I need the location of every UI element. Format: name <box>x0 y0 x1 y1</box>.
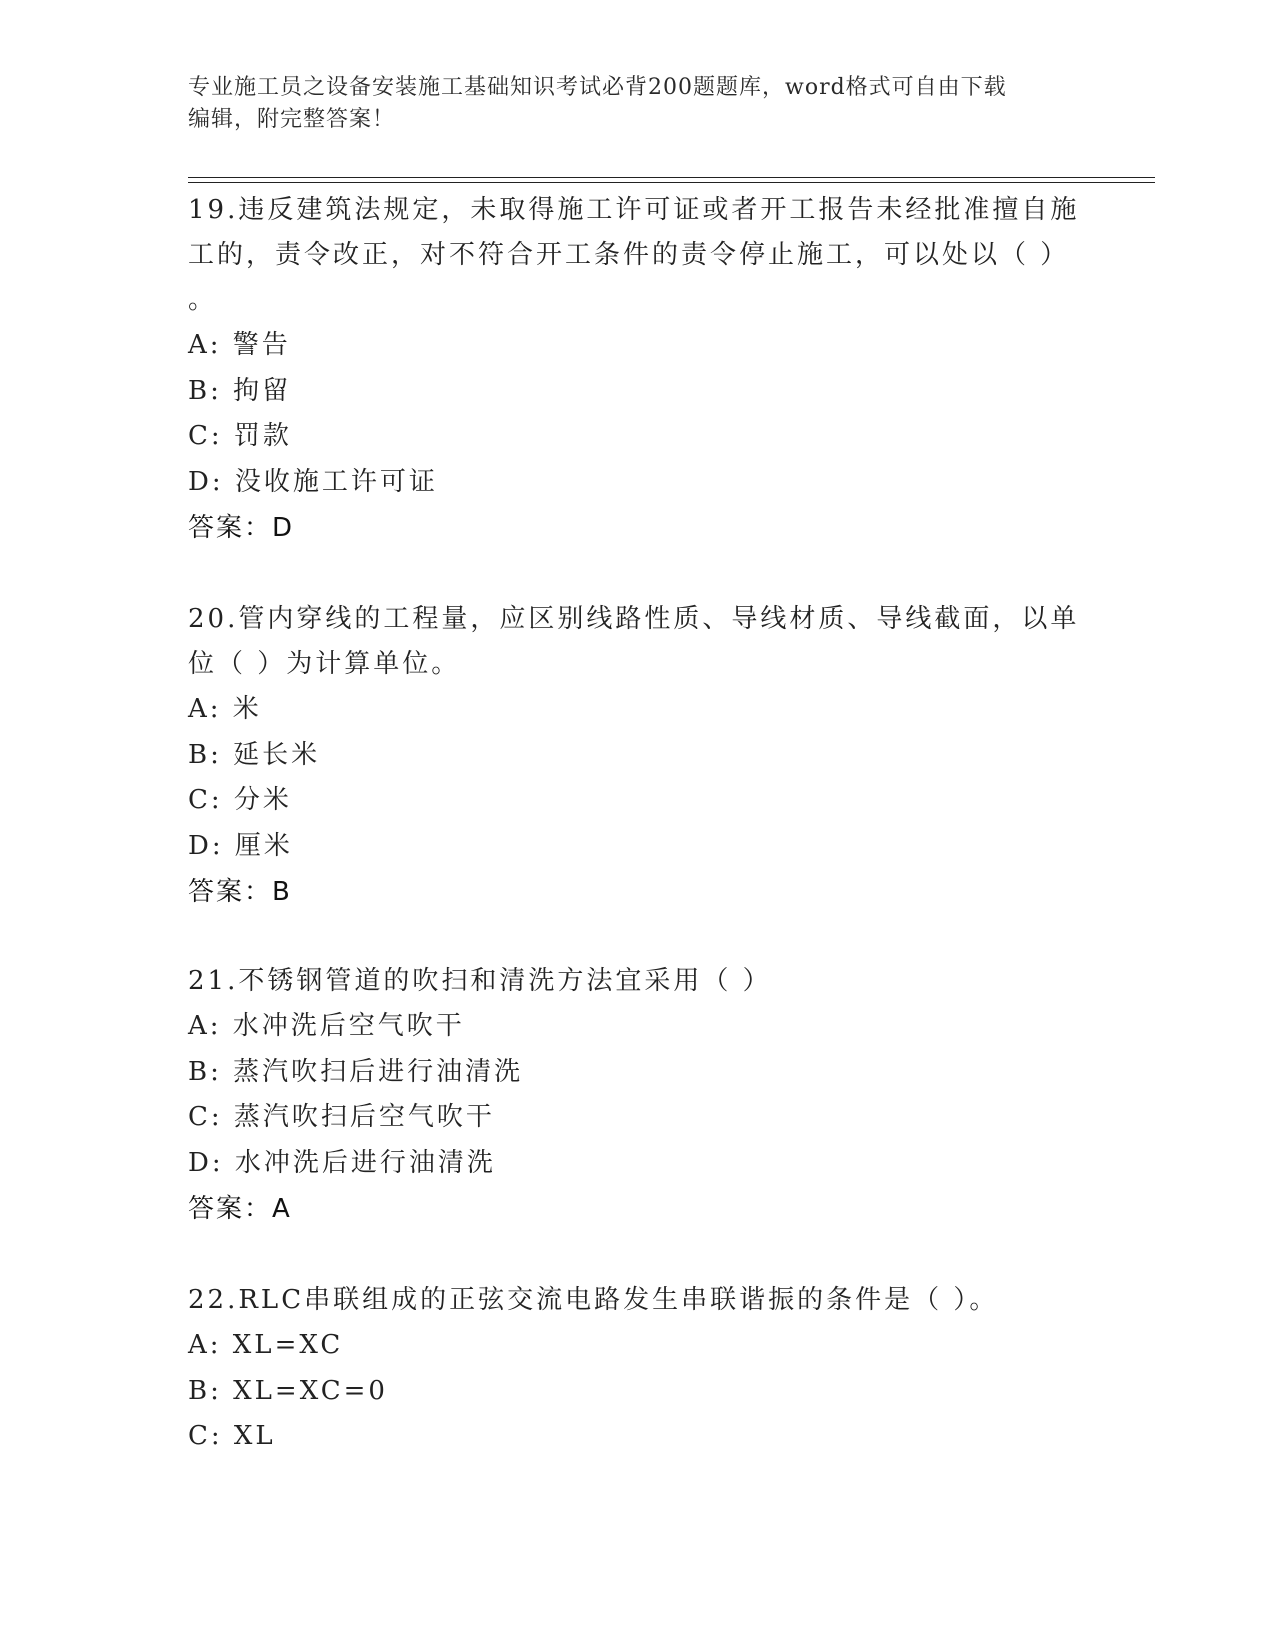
option-a: A: 米 <box>188 694 262 724</box>
document-header <box>188 72 1088 136</box>
option-b: B: XL=XC=0 <box>188 1375 388 1406</box>
answer-line: 答案：A <box>188 1194 292 1224</box>
question-stem-line: 20.管内穿线的工程量，应区别线路性质、导线材质、导线截面，以单 <box>188 604 1080 634</box>
option-c: C: 罚款 <box>188 421 292 451</box>
header-divider-bottom <box>188 182 1155 183</box>
question-22 <box>188 1278 1088 1460</box>
option-d: D: 没收施工许可证 <box>188 466 438 497</box>
option-d: D: 水冲洗后进行油清洗 <box>188 1147 496 1178</box>
header-line-1: 专业施工员之设备安装施工基础知识考试必背200题题库，word格式可自由下载 <box>188 75 1007 100</box>
question-stem-line: 。 <box>188 285 218 315</box>
question-21 <box>188 959 1088 1232</box>
question-stem-line: 19.违反建筑法规定，未取得施工许可证或者开工报告未经批准擅自施 <box>188 195 1080 225</box>
option-b: B: 拘留 <box>188 375 292 406</box>
option-c: C: 蒸汽吹扫后空气吹干 <box>188 1102 495 1132</box>
header-divider-top <box>188 177 1155 178</box>
question-stem-line: 工的，责令改正，对不符合开工条件的责令停止施工，可以处以（ ） <box>188 240 1070 270</box>
option-a: A: XL=XC <box>188 1330 344 1360</box>
question-stem-line: 22.RLC串联组成的正弦交流电路发生串联谐振的条件是（ ）。 <box>188 1285 999 1315</box>
question-20 <box>188 597 1088 915</box>
option-c: C: XL <box>188 1421 276 1451</box>
question-stem-line: 21.不锈钢管道的吹扫和清洗方法宜采用（ ） <box>188 966 772 996</box>
option-b: B: 蒸汽吹扫后进行油清洗 <box>188 1056 524 1087</box>
question-19 <box>188 188 1088 551</box>
question-stem-line: 位（ ）为计算单位。 <box>188 649 461 679</box>
answer-line: 答案：B <box>188 877 292 907</box>
option-a: A: 水冲洗后空气吹干 <box>188 1011 465 1041</box>
header-line-2: 编辑，附完整答案！ <box>188 107 396 132</box>
option-b: B: 延长米 <box>188 739 321 770</box>
option-c: C: 分米 <box>188 785 292 815</box>
answer-line: 答案：D <box>188 513 295 543</box>
option-d: D: 厘米 <box>188 830 293 861</box>
option-a: A: 警告 <box>188 330 291 360</box>
